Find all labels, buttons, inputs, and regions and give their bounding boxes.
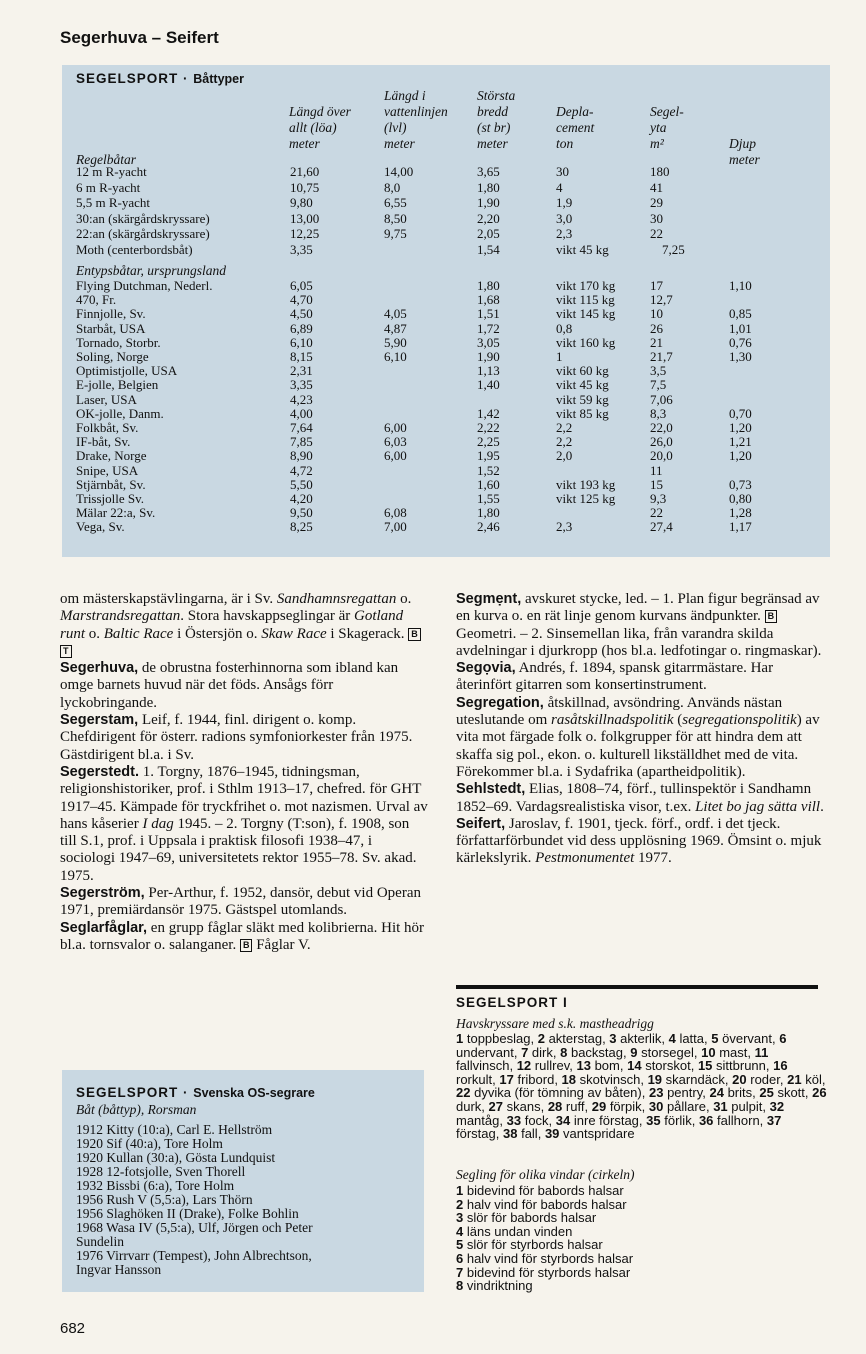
wind-title: Segling för olika vindar (cirkeln) [456,1167,635,1182]
cell-loa: 6,05 [290,278,313,293]
wind-item: 7 bidevind för styrbords halsar [456,1264,631,1280]
headword: Seifert, [456,815,506,832]
cell-depl: vikt 193 kg [556,476,616,492]
cell-br: 1,60 [477,476,500,492]
cell-lvl: 8,50 [384,210,407,226]
cell-loa: 4,70 [290,292,313,308]
entry-text: de obrustna fosterhinnorna som ibland kan omge barnets huvud när det föds. Ansågs förr lyckobringande. [60,660,399,711]
dictionary-entry [456,695,824,781]
boat-name: Trissjolle Sv. [76,491,145,506]
cell-loa: 2,31 [290,363,313,379]
cell-yta: 22 [650,226,663,242]
dictionary-entry [60,920,428,955]
cell-yta: 22 [650,505,663,521]
section-entypsbatar: Entypsbåtar, ursprungsland [76,263,227,278]
cell-depl: vikt 160 kg [556,334,616,350]
cell-br: 1,80 [477,179,500,195]
cell-br: 1,52 [477,462,500,478]
cell-depl: 2,3 [556,519,573,535]
cell-loa: 5,50 [290,476,313,492]
cell-br: 1,40 [477,377,500,393]
section-regelbatar: Regelbåtar [76,152,136,167]
cell-depl: 2,0 [556,448,573,464]
cell-lvl: 4,05 [384,306,407,322]
cell-br: 3,65 [477,164,500,179]
cell-djup: 0,70 [729,405,752,421]
rigging-part: 24 brits [709,1085,753,1101]
segelsport-i-subtitle: Havskryssare med s.k. mastheadrigg [456,1016,654,1031]
cell-djup: 1,30 [729,349,752,364]
cell-loa: 4,23 [290,391,313,407]
cell-yta: 8,3 [650,405,667,421]
entry-text: en grupp fåglar släkt med kolibrierna. Hit hör bl.a. tornsvalor o. salanganer. B Fåglar V. [60,919,425,953]
rigging-part: 36 fallhorn [698,1112,760,1128]
cell-yta: 20,0 [650,448,673,464]
cell-depl: vikt 145 kg [556,306,616,322]
cell-lvl: 8,0 [384,179,401,195]
rigging-part: 8 backstag [560,1044,624,1060]
cell-br: 2,46 [477,519,500,535]
boat-name: 470, Fr. [76,292,117,308]
cell-br: 2,25 [477,434,500,450]
cell-yta: 26,0 [650,434,673,450]
rigging-part: 29 förpik [591,1098,642,1114]
cell-lvl: 6,10 [384,349,407,364]
headword: Sehlstedt, [456,781,526,798]
boat-name: 30:an (skärgårdskryssare) [76,210,210,226]
cell-djup: 1,10 [729,278,752,293]
cell-depl: vikt 115 kg [556,292,615,308]
cell-yta: 15 [650,476,663,492]
cell-yta: 12,7 [650,292,673,308]
rigging-part: 31 pulpit [713,1098,763,1114]
cell-br: 1,54 [477,242,500,257]
rigging-part: 16 rorkult [456,1058,788,1087]
cell-br: 1,42 [477,405,500,421]
wind-item: 3 slör för babords halsar [456,1210,597,1226]
boat-name: Folkbåt, Sv. [76,420,139,435]
headword: Segerstam, [60,712,139,729]
os-winner-line: 1912 Kitty (10:a), Carl E. Hellström [76,1122,273,1137]
wind-item: 2 halv vind för babords halsar [456,1196,627,1212]
wind-item: 6 halv vind för styrbords halsar [456,1251,634,1266]
wind-item: 5 slör för styrbords halsar [456,1237,603,1253]
column-header: Största bredd (st br) meter [477,88,516,151]
cell-depl: vikt 59 kg [556,391,609,407]
dictionary-entry [60,764,428,885]
cell-loa: 3,35 [290,377,313,393]
entry-text: 1. Torgny, 1876–1945, tidningsman, religionshistoriker, prof. i Sthlm 1913–17, chefred. för GHT 1917–45. Kämpade för tryckfrihet o. mot nazismen. Urval av hans kåserier I dag 1945. – 2. Torgny (T:son), f. 1908, son till S.1, prof. i Uppsala i praktisk filosofi 1938–47, i sociologi 1947–69, universitetets rektor 1955–78. Sv. akad. 1975. [60,763,428,884]
cell-lvl: 5,90 [384,334,407,350]
rigging-part: 33 fock [506,1112,549,1128]
dictionary-entry [60,591,428,660]
rigging-part: 28 ruff [547,1098,585,1114]
cell-djup: 1,21 [729,434,752,450]
boat-name: Mälar 22:a, Sv. [76,505,156,521]
rigging-part: 15 sittbrunn [697,1058,766,1074]
cell-br: 1,80 [477,505,500,521]
cell-djup: 1,20 [729,448,752,464]
column-header: Längd i vattenlinjen (lvl) meter [384,88,448,151]
cell-depl: 2,2 [556,434,573,450]
cell-loa: 9,50 [290,505,313,521]
cell-djup: 1,28 [729,505,752,521]
cell-loa: 13,00 [290,210,320,226]
rigging-part: 27 skans [488,1098,541,1114]
cell-depl: vikt 60 kg [556,363,609,379]
column-header: Djup meter [729,136,760,167]
os-winners-intro: Båt (båttyp), Rorsman [76,1102,197,1117]
dictionary-entry [456,660,824,695]
os-winner-line: Sundelin [76,1234,125,1249]
rigging-part: 39 vantspridare [544,1126,635,1142]
cell-br: 1,90 [477,195,500,211]
cell-lvl: 4,87 [384,320,407,336]
cell-yta: 9,3 [650,491,667,506]
rigging-part: 3 akterlik [609,1031,662,1046]
os-winners-title: SEGELSPORT · Svenska OS-segrare [76,1085,315,1100]
headword: Seglarfåglar, [60,919,148,936]
cell-loa: 10,75 [290,179,320,195]
os-winner-line: Ingvar Hansson [76,1262,162,1277]
rigging-part: 5 övervant [711,1031,772,1046]
boat-name: Stjärnbåt, Sv. [76,476,146,492]
headword: Segerhuva, [60,660,139,677]
entry-text: om mästerskapstävlingarna, är i Sv. Sandhamnsregattan o. Marstrandsregattan. Stora havskappseglingar är Gotland runt o. Baltic Race i Östersjön o. Skaw Race i Skagerack. B T [60,591,421,659]
dictionary-entry [60,712,428,764]
boat-name: Vega, Sv. [76,519,125,535]
cell-djup: 1,17 [729,519,752,535]
rigging-part: 10 mast [701,1044,748,1060]
cell-br: 1,95 [477,448,500,464]
rigging-part: 6 undervant [456,1031,787,1060]
boat-name: 6 m R-yacht [76,179,141,195]
cell-yta: 26 [650,320,663,336]
cell-loa: 8,15 [290,349,313,364]
entry-text: Leif, f. 1944, finl. dirigent o. komp. Chefdirigent för österr. radions symfoniorkester från 1975. Gästdirigent bl.a. i Sv. [60,712,413,763]
cell-yta: 10 [650,306,663,322]
cell-yta: 3,5 [650,363,667,379]
rigging-part: 1 toppbeslag [456,1031,531,1046]
cell-lvl: 6,55 [384,195,407,211]
boat-name: 22:an (skärgårdskryssare) [76,226,210,242]
boat-name: Finnjolle, Sv. [76,306,146,322]
rigging-part: 20 roder [732,1071,780,1087]
right-dictionary-column [456,591,824,868]
dictionary-entry [456,781,824,816]
cell-loa: 7,85 [290,434,313,450]
cell-loa: 3,35 [290,242,313,257]
cell-djup: 0,85 [729,306,752,322]
os-winner-line: 1920 Kullan (30:a), Gösta Lundquist [76,1150,276,1165]
cell-br: 1,72 [477,320,500,336]
cell-yta: 7,06 [650,391,673,407]
dictionary-entry [60,885,428,920]
cell-loa: 6,89 [290,320,313,336]
cell-yta: 21 [650,334,663,350]
cell-loa: 4,00 [290,405,313,421]
os-winner-line: 1956 Rush V (5,5:a), Lars Thörn [76,1192,253,1207]
rigging-part: 12 rullrev [516,1058,570,1074]
os-winner-line: 1956 Slaghöken II (Drake), Folke Bohlin [76,1206,299,1221]
rigging-part: 13 bom [576,1058,620,1074]
cell-djup: 0,76 [729,334,752,350]
column-header: Segel- yta m² [650,104,684,151]
boat-name: 12 m R-yacht [76,164,147,179]
headword: Segerström, [60,885,145,902]
rigging-part: 35 förlik [646,1112,692,1128]
cell-loa: 4,20 [290,491,313,506]
headword: Segerstedt. [60,763,139,780]
boat-name: Starbåt, USA [76,320,146,336]
cell-depl: 30 [556,164,569,179]
cell-loa: 4,50 [290,306,313,322]
cell-yta: 11 [650,462,663,478]
rigging-part: 9 storsegel [630,1044,694,1060]
boat-name: 5,5 m R-yacht [76,195,151,211]
os-winner-line: 1932 Bissbi (6:a), Tore Holm [76,1178,235,1193]
cell-loa: 6,10 [290,334,313,350]
cell-loa: 4,72 [290,462,313,478]
cell-lvl: 6,00 [384,448,407,464]
rigging-part: 37 förstag [456,1112,782,1142]
boat-name: Flying Dutchman, Nederl. [76,278,213,293]
boat-table-title: SEGELSPORT · Båttyper [76,71,244,86]
boat-name: Laser, USA [76,391,137,407]
rigging-part: 14 storskot [627,1058,691,1074]
cell-yta: 30 [650,210,663,226]
dictionary-entry [60,660,428,712]
boat-name: Drake, Norge [76,448,147,464]
rigging-part: 34 inre förstag [555,1112,639,1128]
headword: Segmẹnt, [456,591,522,607]
cell-yta: 27,4 [650,519,673,535]
cell-br: 1,68 [477,292,500,308]
cell-loa: 9,80 [290,195,313,211]
boat-name: Soling, Norge [76,349,149,364]
segelsport-i-title: SEGELSPORT I [456,995,568,1010]
cell-depl: vikt 85 kg [556,405,609,421]
boat-name: Moth (centerbordsbåt) [76,242,193,257]
entry-text: Elias, 1808–74, förf., tullinspektör i Sandhamn 1852–69. Vardagsrealistiska visor, t.ex. Litet bo jag sätta vill. [456,781,824,815]
column-header: Längd över allt (löa) meter [289,104,351,151]
cell-lvl: 7,00 [384,519,407,535]
headword: Segọvia, [456,660,516,677]
cell-depl: 0,8 [556,320,573,336]
entry-text: åtskillnad, avsöndring. Används nästan uteslutande om rasåtskillnadspolitik (segregationspolitik) av vita mot färgade folk o. folkgrupper för att hindra dem att skaffa sig pol., ekon. o. kulturell likställdhet med de vita. Förekommer bl.a. i Sydafrika (apartheidpolitik). [456,694,820,780]
rigging-part: 18 skotvinsch [561,1071,641,1087]
cell-yta: 7,5 [650,377,667,393]
dictionary-entry [456,816,824,868]
column-header: Depla- cement ton [556,104,595,151]
rigging-part: 2 akterstag [537,1031,603,1046]
cell-lvl: 6,08 [384,505,407,521]
cell-br: 1,51 [477,306,500,322]
os-winner-line: 1920 Sif (40:a), Tore Holm [76,1136,223,1151]
cell-depl: vikt 170 kg [556,278,616,293]
rigging-part: 30 pållare [648,1098,706,1114]
rigging-part: 32 mantåg [456,1098,785,1128]
rigging-part: 19 skarndäck [647,1071,725,1087]
cell-br: 3,05 [477,334,500,350]
cell-depl: 2,3 [556,226,573,242]
rigging-part: 23 pentry [648,1085,703,1101]
cell-br: 2,20 [477,210,500,226]
cell-loa: 7,64 [290,420,313,435]
cell-yta: 17 [650,278,663,293]
cell-loa: 12,25 [290,226,320,242]
cell-loa: 21,60 [290,164,320,179]
headword: Segregation, [456,694,544,711]
cell-br: 1,55 [477,491,500,506]
os-winner-line: 1976 Virrvarr (Tempest), John Albrechtson, [76,1248,312,1263]
cell-yta: 22,0 [650,420,673,435]
cell-br: 1,80 [477,278,500,293]
boat-name: OK-jolle, Danm. [76,405,164,421]
wind-item: 8 vindriktning [456,1278,533,1294]
cell-lvl: 6,03 [384,434,407,450]
rigging-part: 21 köl [787,1071,822,1087]
cell-depl: vikt 45 kg [556,377,609,393]
rigging-part: 38 fall [502,1126,538,1142]
cell-lvl: 6,00 [384,420,407,435]
entry-text: avskuret stycke, led. – 1. Plan figur begränsad av en kurva o. en rät linje genom kurvans ändpunkter. B Geometri. – 2. Sinsemellan lika, från varandra skilda avdelningar i djurkropp (hos bl.a. ledfotingar o. ringmaskar). [456,591,822,659]
cell-yta: 21,7 [650,349,673,364]
cell-depl: 1,9 [556,195,573,211]
rigging-part: 7 dirk [521,1044,553,1060]
cell-djup: 0,73 [729,476,752,492]
cell-depl: 2,2 [556,420,573,435]
rigging-part: 22 dyvika (för tömning av båten) [456,1085,642,1101]
boat-name: IF-båt, Sv. [76,434,131,450]
cell-yta: 180 [650,164,670,179]
cell-yta: 41 [650,179,663,195]
cell-br: 1,13 [477,363,500,379]
cell-br: 1,90 [477,349,500,364]
cell-depl: vikt 45 kg [556,242,609,257]
cell-depl: 4 [556,179,563,195]
os-winner-line: 1968 Wasa IV (5,5:a), Ulf, Jörgen och Peter [76,1220,313,1235]
entry-text: Per-Arthur, f. 1952, dansör, debut vid Operan 1971, premiärdansör 1975. Gästspel utomlands. [60,885,421,919]
cell-depl: vikt 125 kg [556,491,616,506]
section-rule [456,985,818,989]
boat-name: E-jolle, Belgien [76,377,159,393]
boat-name: Tornado, Storbr. [76,334,161,350]
cell-br: 2,05 [477,226,500,242]
entry-text: Andrés, f. 1894, spansk gitarrmästare. Har återinfört gitarren som konsertinstrument. [456,660,774,694]
rigging-part: 17 fribord [499,1071,555,1087]
boat-name: Snipe, USA [76,462,139,478]
page-number: 682 [60,1320,86,1337]
rigging-part: 25 skott [759,1085,805,1101]
wind-item: 4 läns undan vinden [456,1223,573,1239]
rigging-part: 4 latta [668,1031,705,1046]
rigging-part: 11 fallvinsch [456,1044,769,1074]
cell-djup: 1,01 [729,320,752,336]
cell-depl: 3,0 [556,210,573,226]
cell-loa: 8,25 [290,519,313,535]
dictionary-entry [456,591,824,660]
cell-lvl: 14,00 [384,164,414,179]
cell-br: 2,22 [477,420,500,435]
entry-text: Jaroslav, f. 1901, tjeck. förf., ordf. i det tjeck. författarförbundet vid dess upplösning 1969. Ömsint o. mjuk kärlekslyrik. Pestmonumentet 1977. [456,815,822,867]
rigging-parts-list: 1 toppbeslag, 2 akterstag, 3 akterlik, 4 latta, 5 övervant, 6 undervant, 7 dirk, 8 backstag, 9 storsegel, 10 mast, 11 fallvinsch, 12 rullrev, 13 bom, 14 storskot, 15 sittbrunn, 16 rorkult, 17 fribord, 18 skotvinsch, 19 skarndäck, 20 roder, 21 köl, 22 dyvika (för tömning av båten), 23 pentry, 24 brits, 25 skott, 26 durk, 27 skans, 28 ruff, 29 förpik, 30 pållare, 31 pulpit, 32 mantåg, 33 fock, 34 inre förstag, 35 förlik, 36 fallhorn, 37 förstag, 38 fall, 39 vantspridare [456,1031,827,1142]
cell-lvl: 9,75 [384,226,407,242]
cell-depl: 1 [556,349,563,364]
cell-yta: 29 [650,195,663,211]
cell-djup: 0,80 [729,491,752,506]
boat-name: Optimistjolle, USA [76,363,178,379]
left-dictionary-column [60,591,428,954]
cell-djup: 1,20 [729,420,752,435]
cell-loa: 8,90 [290,448,313,464]
os-winner-line: 1928 12-fotsjolle, Sven Thorell [76,1164,246,1179]
running-header: Segerhuva – Seifert [60,28,219,47]
rigging-part: 26 durk [456,1085,827,1114]
cell-yta: 7,25 [662,242,685,257]
wind-item: 1 bidevind för babords halsar [456,1183,624,1198]
